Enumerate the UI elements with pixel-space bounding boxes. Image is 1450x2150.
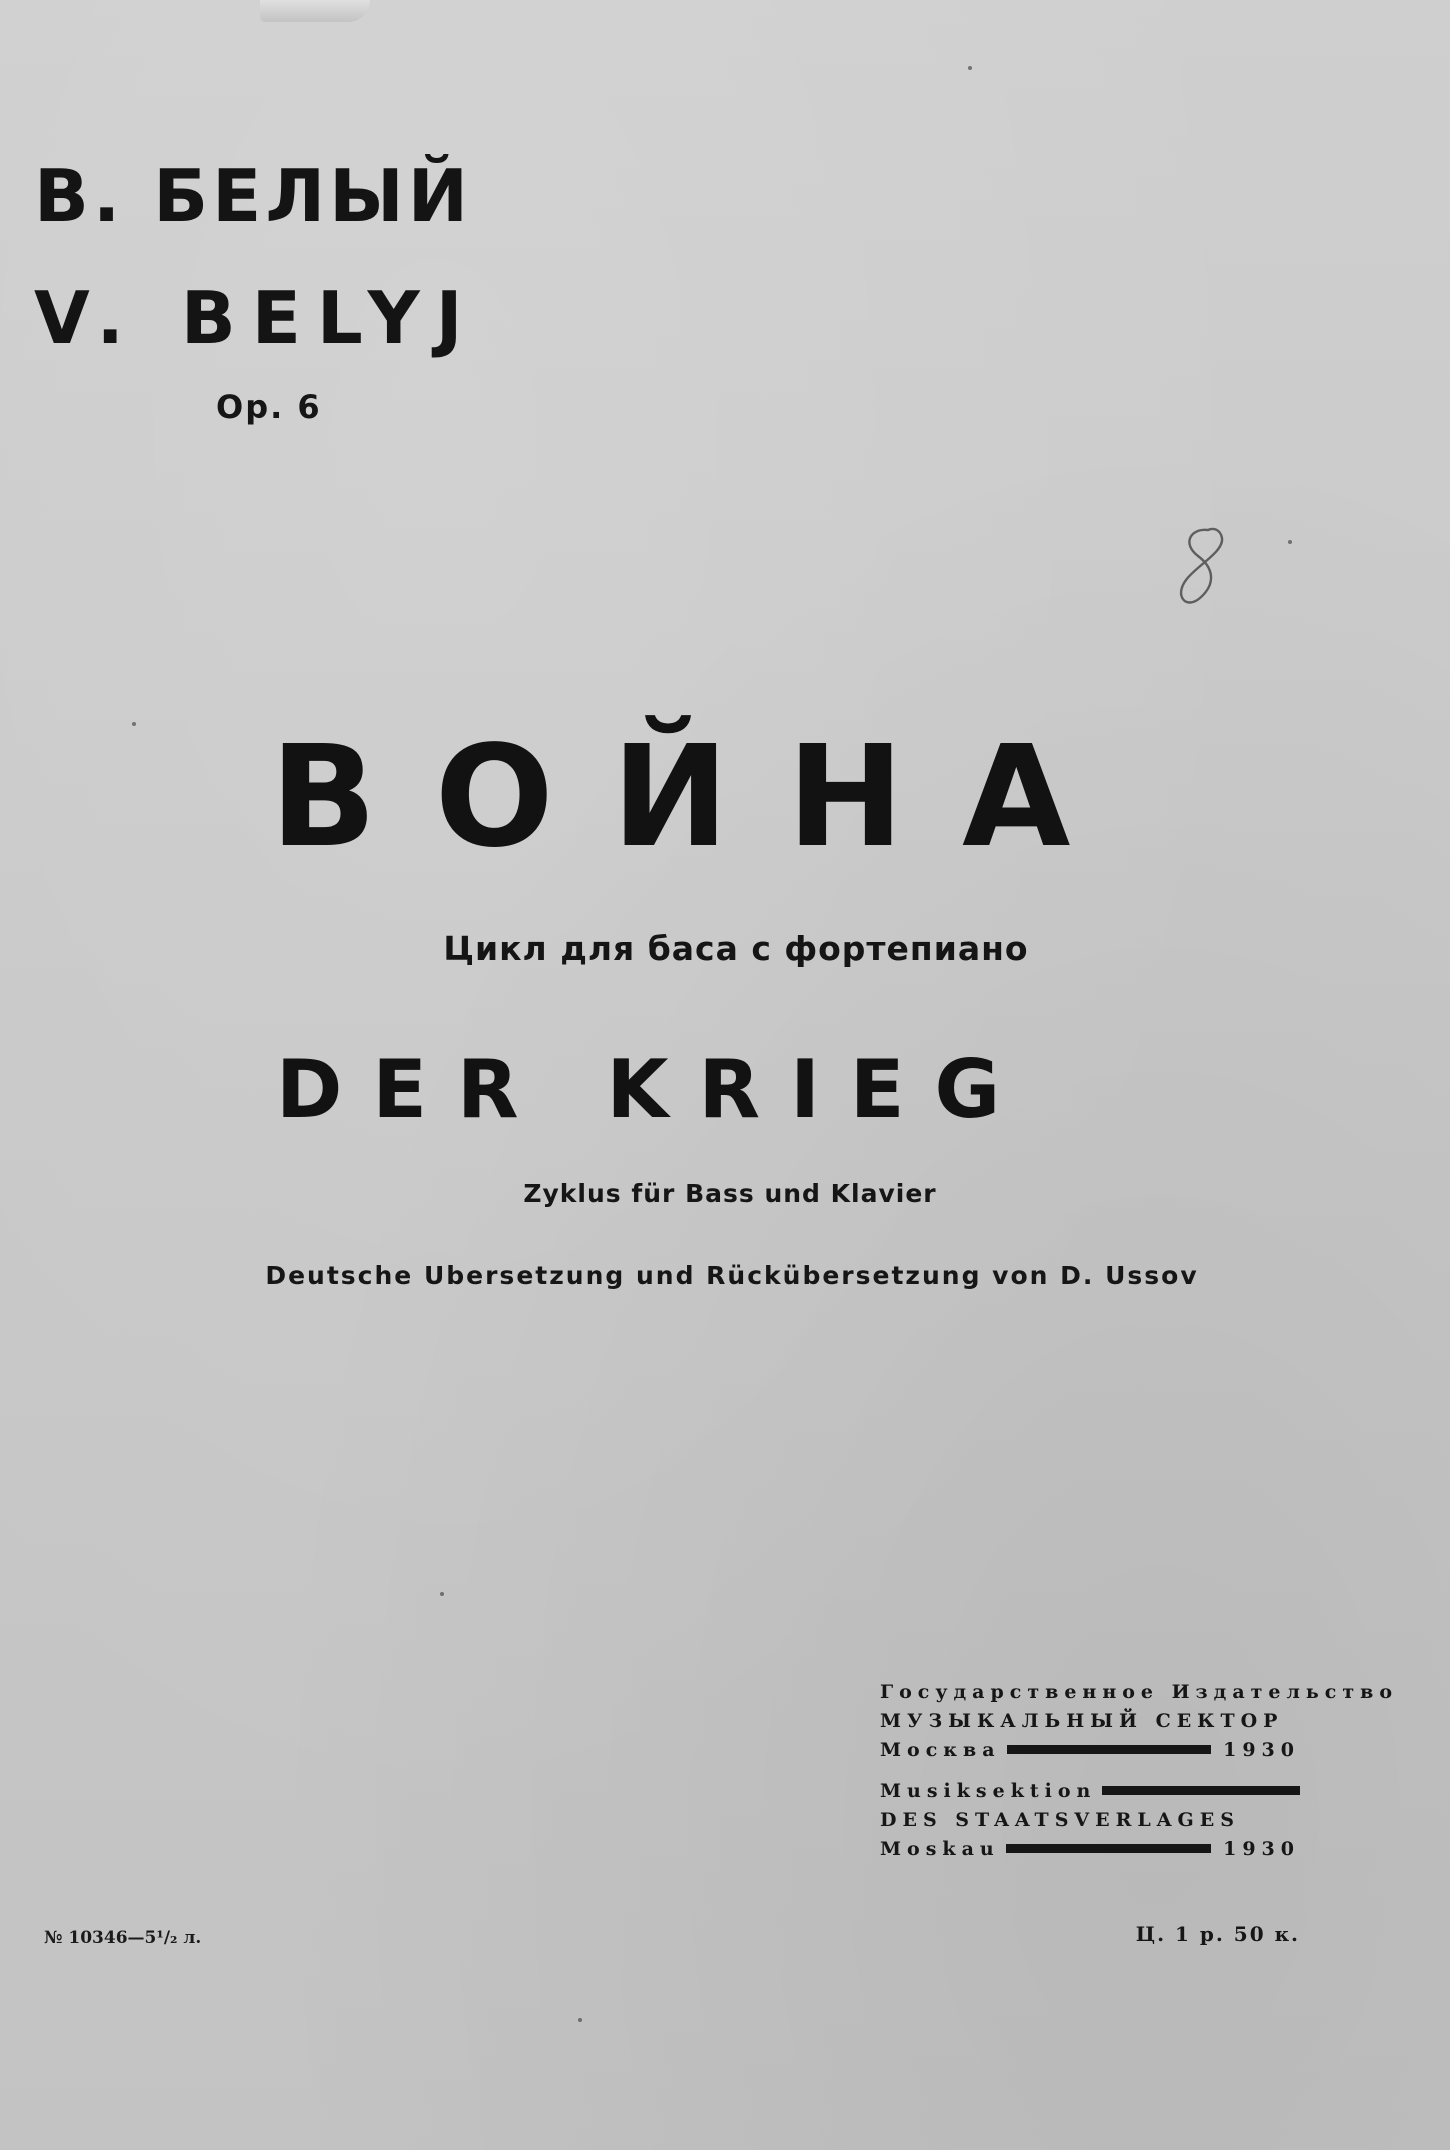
publisher-ru-line1 — [880, 1677, 1399, 1706]
paper-tear — [260, 0, 370, 22]
rule-divider — [1007, 1745, 1212, 1754]
main-title-russian: ВОЙНА — [270, 716, 1129, 879]
author-name-latin: V. BELYJ — [34, 276, 479, 360]
publisher-ru-year: 1930 — [1223, 1738, 1300, 1761]
publisher-de-line2 — [880, 1805, 1300, 1834]
publisher-ru-city: Москва — [880, 1738, 1001, 1761]
rule-divider — [1102, 1786, 1300, 1795]
translation-credit: Deutsche Ubersetzung und Rückübersetzung von D. Ussov — [265, 1261, 1199, 1290]
publisher-ru-name: Государственное Издательство — [880, 1680, 1399, 1703]
paper-speck — [578, 2018, 582, 2022]
main-title-german: DER KRIEG — [276, 1043, 1031, 1136]
opus-number: Op. 6 — [216, 388, 322, 426]
author-name-cyrillic: В. БЕЛЫЙ — [34, 154, 473, 238]
paper-speck — [1288, 540, 1292, 544]
publisher-block — [880, 1677, 1399, 1863]
publisher-de-section: Musiksektion — [880, 1779, 1097, 1802]
paper-speck — [968, 66, 972, 70]
publisher-ru-line2 — [880, 1706, 1300, 1735]
publisher-de-line1 — [880, 1776, 1300, 1805]
price-label: Ц. 1 р. 50 к. — [1135, 1922, 1300, 1946]
subtitle-russian: Цикл для баса с фортепиано — [443, 929, 1029, 968]
publisher-de-year: 1930 — [1223, 1837, 1300, 1860]
publisher-de-city-line — [880, 1834, 1300, 1863]
rule-divider — [1006, 1844, 1211, 1853]
publisher-ru-city-line — [880, 1735, 1300, 1764]
publisher-de-city: Moskau — [880, 1837, 1000, 1860]
subtitle-german: Zyklus für Bass und Klavier — [523, 1179, 937, 1208]
publisher-ru-sector: МУЗЫКАЛЬНЫЙ СЕКТОР — [880, 1709, 1284, 1732]
publisher-de-name: DES STAATSVERLAGES — [880, 1808, 1240, 1831]
handwritten-number-mark — [1168, 522, 1238, 618]
plate-number: № 10346—5¹/₂ л. — [44, 1928, 202, 1948]
paper-speck — [440, 1592, 444, 1596]
paper-speck — [132, 722, 136, 726]
